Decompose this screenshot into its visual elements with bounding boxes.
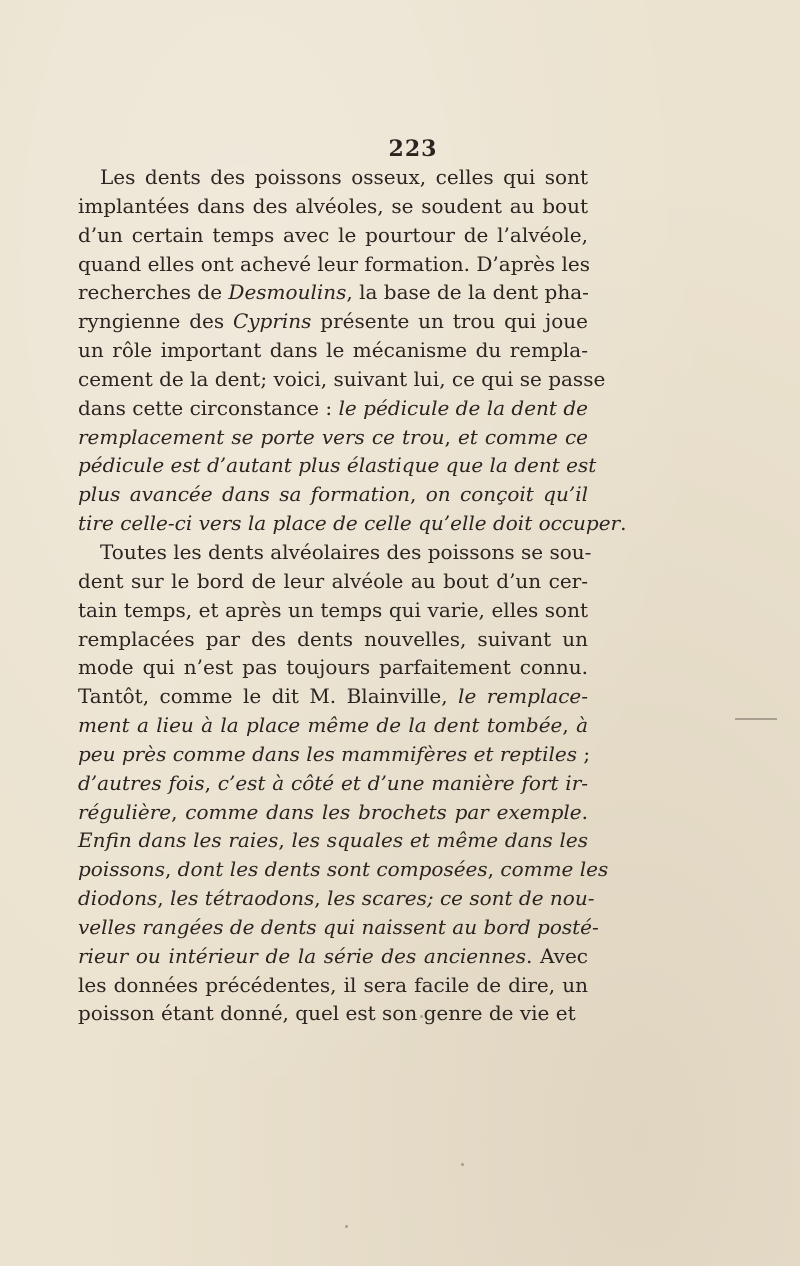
text-run: , <box>410 482 426 507</box>
italic-text: Cyprins <box>232 309 312 334</box>
text-line <box>78 769 588 798</box>
text-line <box>78 509 627 538</box>
text-run: ryngienne des <box>78 309 233 334</box>
text-run: présente un trou qui joue <box>311 309 588 334</box>
italic-text: ment a lieu à la place même de la dent tombée <box>78 713 563 738</box>
text-line <box>78 826 588 855</box>
paper-speck <box>420 1015 423 1018</box>
text-line: les données précédentes, il sera facile de dire, un <box>78 972 588 997</box>
italic-text: tire celle-ci vers la place de celle qu’elle doit occuper <box>78 511 621 536</box>
text-line <box>78 307 588 336</box>
text-run: , <box>204 770 218 795</box>
margin-mark <box>735 718 777 720</box>
text-line: remplacées par des dents nouvelles, suivant un <box>78 626 588 651</box>
italic-text: remplacement se porte vers ce trou <box>78 424 445 449</box>
text-line <box>78 423 588 452</box>
italic-text: le remplace- <box>458 684 589 709</box>
text-line: quand elles ont achevé leur formation. D’après les <box>78 251 591 276</box>
text-line <box>78 942 588 971</box>
italic-text: comme dans les brochets par exemple <box>185 799 582 824</box>
italic-text: le pédicule de la dent de <box>338 395 588 420</box>
text-run: , <box>487 857 501 882</box>
text-run: . Avec <box>526 943 588 968</box>
italic-text: c’est à côté et d’une manière fort ir- <box>217 770 589 795</box>
text-line: Les dents des poissons osseux, celles qui sont <box>100 165 588 189</box>
text-run: , la base de la dent pha- <box>346 280 589 305</box>
text-line: poisson étant donné, quel est son genre de vie et <box>78 1001 576 1026</box>
italic-text: dont les dents sont composées <box>177 857 488 882</box>
italic-text: à <box>576 713 589 738</box>
italic-text: on conçoit qu’il <box>425 482 588 507</box>
italic-text: rieur ou intérieur de la série des anciennes <box>78 943 527 968</box>
text-line: mode qui n’est pas toujours parfaitement connu. <box>78 655 588 680</box>
italic-text: régulière <box>78 799 172 824</box>
text-run: dans cette circonstance : <box>78 395 339 420</box>
text-line: d’un certain temps avec le pourtour de l’alvéole, <box>78 222 588 247</box>
text-run: . <box>581 799 588 824</box>
text-line <box>78 682 588 711</box>
body-text <box>78 163 627 1028</box>
italic-text: d’autres fois <box>78 770 205 795</box>
text-line <box>78 913 599 942</box>
paper-speck <box>461 1163 464 1166</box>
italic-text: velles rangées de dents qui naissent au bord posté- <box>78 914 599 939</box>
text-run: , <box>562 713 577 738</box>
text-line <box>78 798 588 827</box>
text-line <box>78 711 588 740</box>
italic-text: poissons <box>78 857 165 882</box>
text-line <box>78 740 591 769</box>
text-line: cement de la dent; voici, suivant lui, ce qui se passe <box>78 366 606 391</box>
text-run: , <box>164 857 178 882</box>
italic-text: les squales et même dans les <box>291 828 588 853</box>
italic-text: les scares; ce sont de nou- <box>326 886 595 911</box>
italic-text: Desmoulins <box>228 280 347 305</box>
text-line: implantées dans des alvéoles, se soudent au bout <box>78 193 588 218</box>
italic-text: diodons <box>78 886 158 911</box>
italic-text: Enfin dans les raies <box>78 828 279 853</box>
text-run: , <box>157 886 170 911</box>
text-line <box>78 278 588 307</box>
page-number: 223 <box>388 136 438 162</box>
text-line: dent sur le bord de leur alvéole au bout d’un cer- <box>78 568 588 593</box>
italic-text: peu près comme dans les mammifères et reptiles <box>78 741 577 766</box>
text-run: , <box>314 886 327 911</box>
text-run: . <box>620 511 627 536</box>
italic-text: pédicule est d’autant plus élastique que la dent est <box>78 453 597 478</box>
text-run: Tantôt, comme le dit M. Blainville, <box>78 684 459 709</box>
text-run: recherches de <box>78 280 229 305</box>
text-line <box>78 480 588 509</box>
italic-text: plus avancée dans sa formation <box>78 482 410 507</box>
paper-speck <box>345 1225 348 1228</box>
text-run: , <box>444 424 458 449</box>
text-line <box>78 451 597 480</box>
text-run: ; <box>576 741 591 766</box>
italic-text: les tétraodons <box>169 886 315 911</box>
italic-text: et comme ce <box>457 424 588 449</box>
text-line <box>78 855 609 884</box>
text-line <box>78 884 595 913</box>
text-line: Toutes les dents alvéolaires des poissons se sou- <box>100 539 592 564</box>
text-run: , <box>171 799 186 824</box>
italic-text: comme les <box>500 857 609 882</box>
text-line <box>78 394 588 423</box>
text-run: , <box>278 828 292 853</box>
text-line: un rôle important dans le mécanisme du rempla- <box>78 338 588 363</box>
text-line: tain temps, et après un temps qui varie, elles sont <box>78 597 588 622</box>
